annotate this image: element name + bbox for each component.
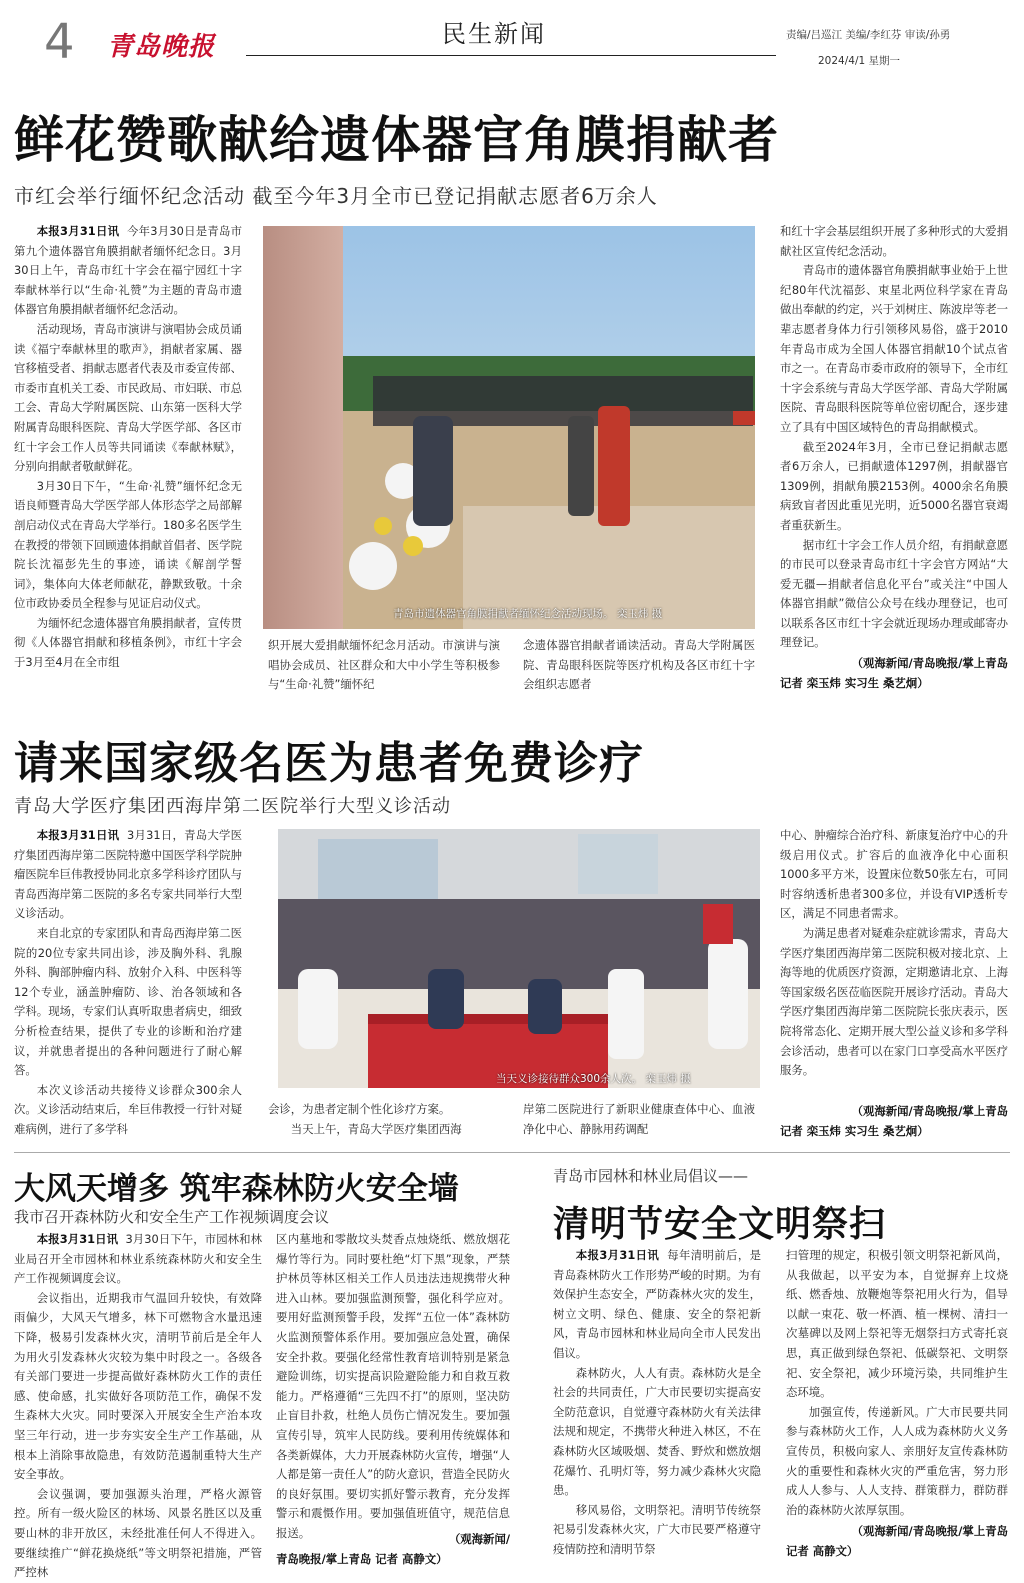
memorial-scene-image xyxy=(263,226,755,629)
article1-paragraph: 截至2024年3月，全市已登记捐献志愿者6万余人，已捐献遗体1297例，捐献器官1309例，捐献角膜2153例。4000余名角膜病致盲者因此重见光明，近5000名器官衰竭者重获新生。 xyxy=(780,439,1008,532)
article1-column1 xyxy=(14,222,242,690)
article2-paragraph: 3月31日，青岛大学医疗集团西海岸第二医院特邀中国医学科学院肿瘤医院牟巨伟教授协同北京多学科诊疗团队与青岛西海岸第二医院的多名专家共同举行大型义诊活动。 xyxy=(14,828,242,921)
article1-paragraph: 和红十字会基层组织开展了多种形式的大爱捐献社区宣传纪念活动。 xyxy=(780,224,1008,258)
article4-column2 xyxy=(786,1246,1008,1522)
article3-byline xyxy=(276,1530,510,1569)
article4-paragraph: 森林防火，人人有责。森林防火是全社会的共同责任，广大市民要切实提高安全防范意识，自觉遵守森林防火有关法律法规和规定，不携带火种进入林区，不在森林防火区域吸烟、焚香、野炊和燃放烟花爆竹、孔明灯等，努力减少森林火灾隐患。 xyxy=(553,1365,761,1498)
article4-column1 xyxy=(553,1246,761,1562)
section-title: 民生新闻 xyxy=(442,20,546,48)
article1-column2 xyxy=(268,636,500,692)
article2-column3 xyxy=(523,1100,755,1140)
article1-paragraph: 活动现场，青岛市演讲与演唱协会成员诵读《福宁奉献林里的歌声》，捐献者家属、器官移植受者、捐献志愿者代表及市委宣传部、市委市直机关工委、市民政局、市妇联、市总工会、青岛大学附属医院、山东第一医科大学附属青岛眼科医院、青岛大学医学部、各区市红十字会工作人员等共同诵读《奉献林赋》，分别向捐献者敬献鲜花。 xyxy=(14,321,242,474)
page-number: 4 xyxy=(44,14,75,70)
article4-kicker: 青岛市园林和林业局倡议—— xyxy=(553,1167,749,1185)
article1-paragraph: 今年3月30日是青岛市第九个遗体器官角膜捐献者缅怀纪念日。3月30日上午，青岛市红十字会在福宁园红十字奉献林举行以“生命·礼赞”为主题的青岛市遗体器官角膜捐献者缅怀纪念活动。 xyxy=(14,224,242,317)
article1-paragraph: 念遗体器官捐献者诵读活动。青岛大学附属医院、青岛眼科医院等医疗机构及各区市红十字会组织志愿者 xyxy=(523,638,755,692)
article3-subtitle: 我市召开森林防火和安全生产工作视频调度会议 xyxy=(14,1208,330,1226)
article2-column2 xyxy=(268,1100,500,1140)
article4-byline xyxy=(786,1522,1008,1561)
editors-line: 责编/吕巡江 美编/李红芬 审读/孙勇 xyxy=(786,29,951,41)
article2-paragraph: 中心、肿瘤综合治疗科、新康复治疗中心的升级启用仪式。扩容后的血液净化中心面积1000多平方米，设置床位数50张左右，可同时容纳透析患者300多位，并设有VIP透析专区，满足不同患者需求。 xyxy=(780,828,1008,921)
article3-paragraph: 会议指出，近期我市气温回升较快，有效降雨偏少，大风天气增多，林下可燃物含水量迅速下降，极易引发森林火灾，清明节前后是全年人为用火引发森林火灾较为集中时段之一。各级各有关部门要进一步提高做好森林防火工作的责任感、使命感，扎实做好各项防范工作，确保不发生森林大火灾。同时要深入开展安全生产治本攻坚三年行动，进一步夯实安全生产工作基础，从根本上消除事故隐患，有效防范遏制重特大生产安全事故。 xyxy=(14,1290,262,1482)
article1-paragraph: 青岛市的遗体器官角膜捐献事业始于上世纪80年代沈福彭、束星北两位科学家在青岛做出奉献的约定，兴于刘树庄、陈波岸等老一辈志愿者身体力行引领移风易俗，盛于2010年青岛市成为全国人体器官捐献10个试点省市之一。在青岛市委市政府的领导下，全市红十字会系统与青岛大学医学部、青岛大学附属医院、青岛眼科医院等单位密切配合，逐步建立了具有中国区域特色的青岛捐献模式。 xyxy=(780,263,1008,434)
article1-photo-caption: 青岛市遗体器官角膜捐献者缅怀纪念活动现场。 栾玉炜 摄 xyxy=(393,608,663,620)
article1-paragraph: 织开展大爱捐献缅怀纪念月活动。市演讲与演唱协会成员、社区群众和大中小学生等积极参与“生命·礼赞”缅怀纪 xyxy=(268,638,500,692)
article1-column3 xyxy=(523,636,755,692)
article3-column1 xyxy=(14,1230,262,1580)
byline-line: （观海新闻/ xyxy=(448,1532,510,1546)
article2-paragraph: 岸第二医院进行了新职业健康查体中心、血液净化中心、静脉用药调配 xyxy=(523,1102,755,1136)
dateline: 本报3月31日讯 xyxy=(36,828,120,842)
section-divider xyxy=(14,1152,1010,1153)
article4-paragraph: 移风易俗，文明祭祀。清明节传统祭祀易引发森林火灾，广大市民要严格遵守疫情防控和清明节祭 xyxy=(553,1502,761,1556)
article1-subtitle: 市红会举行缅怀纪念活动 截至今年3月全市已登记捐献志愿者6万余人 xyxy=(14,184,658,208)
article4-paragraph: 扫管理的规定，积极引领文明祭祀新风尚，从我做起，以平安为本，自觉摒弃上坟烧纸、燃香烛、放鞭炮等祭祀用火行为，倡导以献一束花、敬一杯酒、植一棵树、清扫一次墓碑以及网上祭祀等无烟祭扫方式寄托哀思，真正做到绿色祭祀、低碳祭祀、文明祭祀、安全祭祀，减少环境污染，共同维护生态环境。 xyxy=(786,1248,1008,1400)
byline-line: （观海新闻/青岛晚报/掌上青岛 xyxy=(851,1104,1008,1118)
article2-byline xyxy=(780,1102,1008,1141)
article2-title: 请来国家级名医为患者免费诊疗 xyxy=(14,738,644,789)
dateline: 本报3月31日讯 xyxy=(36,224,120,238)
dateline: 本报3月31日讯 xyxy=(36,1232,119,1246)
article4-paragraph: 加强宣传，传递新风。广大市民要共同参与森林防火工作，人人成为森林防火义务宣传员，积极向家人、亲朋好友宣传森林防火的重要性和森林火灾的严重危害，努力形成人人参与、人人支持、群策群力，群防群治的森林防火浓厚氛围。 xyxy=(786,1404,1008,1517)
article2-paragraph: 当天上午，青岛大学医疗集团西海 xyxy=(290,1121,462,1136)
article1-paragraph: 3月30日下午，“生命·礼赞”缅怀纪念无语良师暨青岛大学医学部人体形态学之局部解剖启动仪式在青岛大学举行。180多名医学生在教授的带领下回顾遗体捐献首倡者、医学院院长沈福彭先生的事迹，诵读《解剖学誓词》，集体向大体老师献花，静默致敬。十余位市政协委员全程参与见证启动仪式。 xyxy=(14,478,242,611)
newspaper-logo: 青岛晚报 xyxy=(107,32,216,62)
article1-paragraph: 据市红十字会工作人员介绍，有捐献意愿的市民可以登录青岛市红十字会官方网站“大爱无疆—捐献者信息化平台”或关注“中国人体器官捐献”微信公众号在线办理登记，也可以联系各区市红十字会就近现场办理或邮寄办理登记。 xyxy=(780,537,1008,650)
article1-paragraph: 为缅怀纪念遗体器官角膜捐献者，宣传贯彻《人体器官捐献和移植条例》，市红十字会于3月至4月在全市组 xyxy=(14,615,242,670)
article2-column1 xyxy=(14,826,242,1140)
article2-photo xyxy=(278,829,760,1088)
article3-title: 大风天增多 筑牢森林防火安全墙 xyxy=(14,1171,459,1207)
byline-line: （观海新闻/青岛晚报/掌上青岛 xyxy=(851,656,1008,670)
byline-line: 记者 栾玉炜 实习生 桑艺炯） xyxy=(780,675,929,690)
article3-paragraph: 区内墓地和零散坟头焚香点烛烧纸、燃放烟花爆竹等行为。同时要杜绝“灯下黑”现象，严禁护林员等林区相关工作人员违法违规携带火种进入山林。要加强监测预警，强化科学应对。要用好监测预警手段，发挥“五位一体”森林防火监测预警体系作用。要加强应急处置，确保安全扑救。要强化经常性教育培训特别是紧急避险训练，切实提高识险避险能力和自救互救能力。严格遵循“三先四不打”的原则，坚决防止盲目扑救，杜绝人员伤亡情况发生。要加强宣传引导，筑牢人民防线。要利用传统媒体和各类新媒体，大力开展森林防火宣传，增强“人人都是第一责任人”的防火意识，营造全民防火的良好氛围。要切实抓好警示教育，充分发挥警示和震慑作用。要加强值班值守，规范信息报送。 xyxy=(276,1232,510,1540)
article3-paragraph: 3月30日下午，市园林和林业局召开全市园林和林业系统森林防火和安全生产工作视频调度会议。 xyxy=(14,1232,262,1286)
byline-line: 青岛晚报/掌上青岛 记者 高静文） xyxy=(276,1551,448,1566)
article2-paragraph: 来自北京的专家团队和青岛西海岸第二医院的20位专家共同出诊，涉及胸外科、乳腺外科、胸部肿瘤内科、放射介入科、中医科等12个专业，涵盖肿瘤防、诊、治各领域和各学科。现场，专家们认真听取患者病史，细致分析检查结果，提供了专业的诊断和治疗建议，并就患者提出的各种问题进行了耐心解答。 xyxy=(14,925,242,1078)
article3-paragraph: 会议强调，要加强源头治理，严格火源管控。所有一级火险区的林场、风景名胜区以及重要山林的非开放区，未经批准任何人不得进入。要继续推广“鲜花换烧纸”等文明祭祀措施，严管严控林 xyxy=(14,1486,262,1580)
article4-title: 清明节安全文明祭扫 xyxy=(553,1204,887,1245)
article2-subtitle: 青岛大学医疗集团西海岸第二医院举行大型义诊活动 xyxy=(14,796,451,817)
clinic-scene-image xyxy=(278,829,760,1088)
article1-title: 鲜花赞歌献给遗体器官角膜捐献者 xyxy=(14,111,779,169)
byline-line: （观海新闻/青岛晚报/掌上青岛 xyxy=(851,1524,1008,1538)
article1-byline xyxy=(780,654,1008,693)
article2-paragraph: 会诊，为患者定制个性化诊疗方案。 xyxy=(268,1102,451,1116)
byline-line: 记者 高静文） xyxy=(786,1543,859,1558)
header-rule xyxy=(246,55,776,56)
article4-paragraph: 每年清明前后，是青岛森林防火工作形势严峻的时期。为有效保护生态安全，严防森林火灾的发生，树立文明、绿色、健康、安全的祭祀新风，青岛市园林和林业局向全市人民发出倡议。 xyxy=(553,1248,761,1360)
article2-paragraph: 为满足患者对疑难杂症就诊需求，青岛大学医疗集团西海岸第二医院积极对接北京、上海等地的优质医疗资源，定期邀请北京、上海等国家级名医莅临医院开展诊疗活动。青岛大学医疗集团西海岸第二医院院长张庆表示，医院将常态化、定期开展大型公益义诊和多学科会诊活动，患者可以在家门口享受高水平医疗服务。 xyxy=(780,925,1008,1078)
article1-column4 xyxy=(780,222,1008,652)
article2-photo-caption: 当天义诊接待群众300余人次。 栾玉炜 摄 xyxy=(496,1073,691,1085)
article1-photo xyxy=(263,226,755,629)
article2-column4 xyxy=(780,826,1008,1102)
article2-paragraph: 本次义诊活动共接待义诊群众300余人次。义诊活动结束后，牟巨伟教授一行针对疑难病例，进行了多学科 xyxy=(14,1082,242,1136)
byline-line: 记者 栾玉炜 实习生 桑艺炯） xyxy=(780,1123,929,1138)
issue-date: 2024/4/1 星期一 xyxy=(818,55,900,67)
dateline: 本报3月31日讯 xyxy=(575,1248,660,1262)
